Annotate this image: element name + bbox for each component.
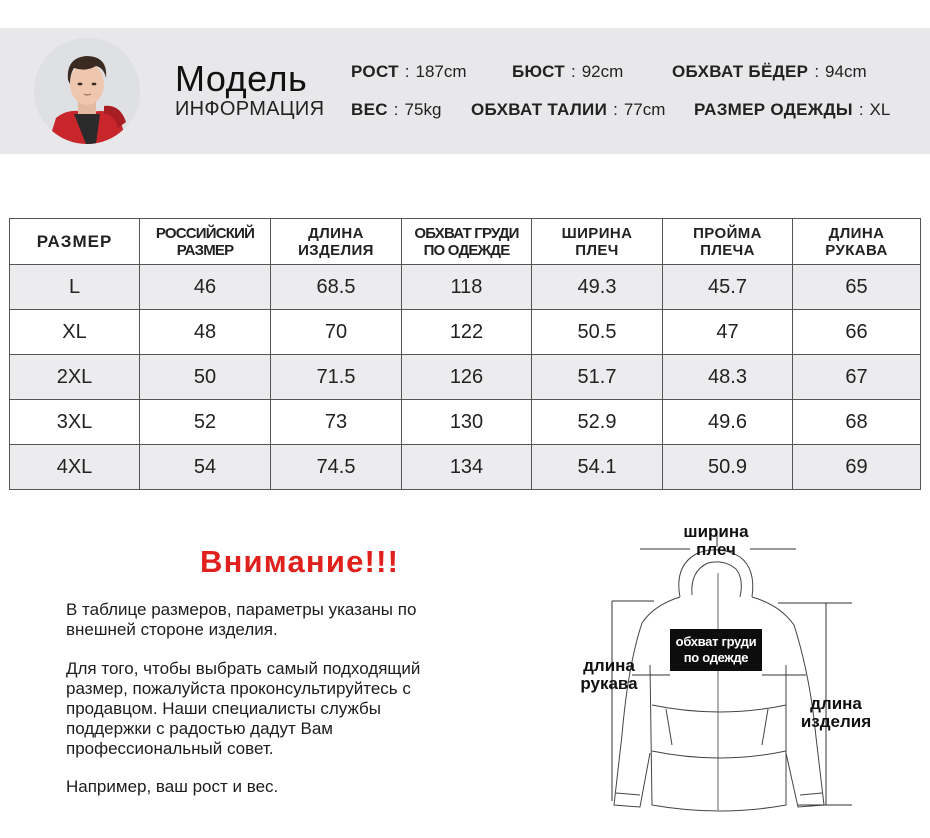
table-row: [10, 400, 921, 445]
table-cell: 118: [402, 265, 532, 310]
table-cell: 48.3: [663, 355, 793, 400]
model-portrait-icon: [34, 38, 140, 144]
model-subtitle: ИНФОРМАЦИЯ: [175, 98, 325, 120]
table-cell: 2XL: [10, 355, 140, 400]
stat-height: РОСТ : 187cm: [351, 62, 467, 81]
table-row: [10, 355, 921, 400]
table-cell: 47: [663, 310, 793, 355]
table-cell: 68: [793, 400, 921, 445]
table-cell: 65: [793, 265, 921, 310]
table-cell: 69: [793, 445, 921, 490]
header-shoulder-width: ШИРИНА ПЛЕЧ: [532, 219, 663, 265]
table-cell: 51.7: [532, 355, 663, 400]
table-cell: 4XL: [10, 445, 140, 490]
table-cell: 49.6: [663, 400, 793, 445]
label-chest-girth: обхват груди по одежде: [670, 629, 762, 671]
notice-paragraph-1: В таблице размеров, параметры указаны по внешней стороне изделия.: [66, 600, 417, 639]
table-cell: 68.5: [271, 265, 402, 310]
table-cell: 70: [271, 310, 402, 355]
header-chest-girth: ОБХВАТ ГРУДИ ПО ОДЕЖДЕ: [402, 219, 532, 265]
table-cell: L: [10, 265, 140, 310]
header-armhole: ПРОЙМА ПЛЕЧА: [663, 219, 793, 265]
table-cell: 134: [402, 445, 532, 490]
table-cell: 52: [140, 400, 271, 445]
stat-bust: БЮСТ : 92cm: [512, 62, 624, 81]
table-cell: 50.5: [532, 310, 663, 355]
notice-paragraph-3: Например, ваш рост и вес.: [66, 777, 279, 796]
header-russian-size: РОССИЙСКИЙ РАЗМЕР: [140, 219, 271, 265]
header-item-length: ДЛИНА ИЗДЕЛИЯ: [271, 219, 402, 265]
table-row: [10, 445, 921, 490]
table-cell: 45.7: [663, 265, 793, 310]
label-sleeve-length: длина рукава: [580, 656, 638, 693]
measurement-diagram: [570, 505, 930, 838]
model-title: Модель: [175, 58, 308, 99]
stat-hips: ОБХВАТ БЁДЕР : 94cm: [672, 62, 867, 81]
notice-paragraph-2: Для того, чтобы выбрать самый подходящий размер, пожалуйста проконсультируйтесь с продавцом. Наши специалисты службы поддержки с радостью дадут Вам профессиональный совет.: [66, 659, 421, 758]
table-cell: 49.3: [532, 265, 663, 310]
stat-clothing-size: РАЗМЕР ОДЕЖДЫ : XL: [694, 100, 891, 119]
stat-weight: ВЕС : 75kg: [351, 100, 442, 119]
table-cell: XL: [10, 310, 140, 355]
table-cell: 130: [402, 400, 532, 445]
table-cell: 67: [793, 355, 921, 400]
table-row: [10, 265, 921, 310]
table-cell: 74.5: [271, 445, 402, 490]
model-info-band: [0, 28, 930, 154]
header-size: РАЗМЕР: [10, 219, 140, 265]
label-shoulder-width: ширина плеч: [683, 522, 749, 559]
table-cell: 71.5: [271, 355, 402, 400]
table-cell: 48: [140, 310, 271, 355]
stat-waist: ОБХВАТ ТАЛИИ : 77cm: [471, 100, 666, 119]
table-cell: 3XL: [10, 400, 140, 445]
table-cell: 50.9: [663, 445, 793, 490]
table-cell: 66: [793, 310, 921, 355]
table-row: [10, 310, 921, 355]
size-table: [9, 218, 921, 490]
table-cell: 52.9: [532, 400, 663, 445]
attention-heading: Внимание!!!: [200, 544, 400, 579]
table-cell: 50: [140, 355, 271, 400]
table-cell: 54.1: [532, 445, 663, 490]
label-item-length: длина изделия: [800, 694, 872, 731]
table-cell: 46: [140, 265, 271, 310]
table-cell: 73: [271, 400, 402, 445]
table-cell: 54: [140, 445, 271, 490]
header-sleeve-length: ДЛИНА РУКАВА: [793, 219, 921, 265]
model-avatar: [34, 38, 140, 144]
table-header-row: [10, 219, 921, 265]
table-cell: 122: [402, 310, 532, 355]
table-cell: 126: [402, 355, 532, 400]
